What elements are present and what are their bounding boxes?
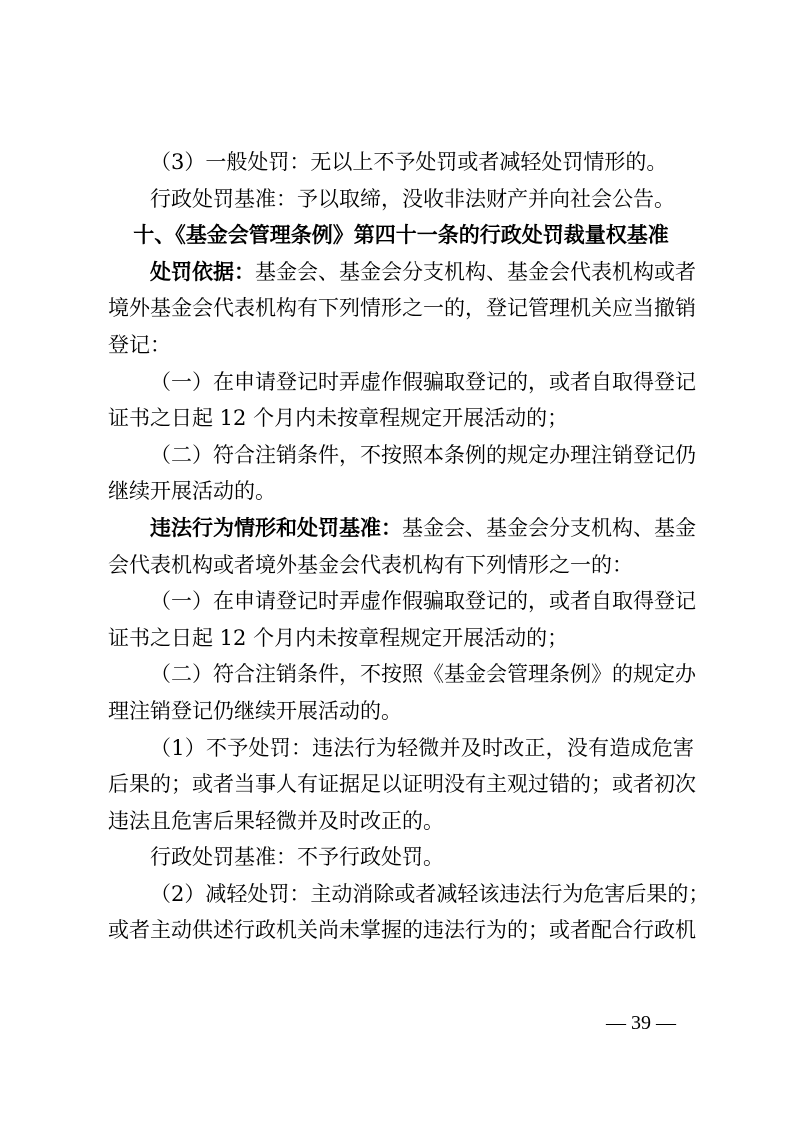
- paragraph-line: 违法且危害后果轻微并及时改正的。: [108, 808, 444, 833]
- paragraph-line: 理注销登记仍继续开展活动的。: [108, 698, 402, 723]
- paragraph-line: 行政处罚基准：不予行政处罚。: [150, 845, 444, 870]
- paragraph-line: 或者主动供述行政机关尚未掌握的违法行为的；或者配合行政机: [108, 918, 696, 943]
- paragraph-line: 境外基金会代表机构有下列情形之一的，登记管理机关应当撤销: [108, 296, 696, 321]
- paragraph-line: （1）不予处罚：违法行为轻微并及时改正，没有造成危害: [150, 735, 694, 760]
- label-text: 基金会、基金会分支机构、基金: [402, 515, 696, 540]
- paragraph-line: 后果的；或者当事人有证据足以证明没有主观过错的；或者初次: [108, 772, 696, 797]
- paragraph-line: （一）在申请登记时弄虚作假骗取登记的，或者自取得登记: [150, 589, 696, 614]
- paragraph-line: 证书之日起 12 个月内未按章程规定开展活动的；: [108, 625, 569, 650]
- paragraph-line: （一）在申请登记时弄虚作假骗取登记的，或者自取得登记: [150, 369, 696, 394]
- paragraph-line: [108, 510, 694, 547]
- paragraph-line: （3）一般处罚：无以上不予处罚或者减轻处罚情形的。: [150, 150, 668, 174]
- label-bold: 处罚依据：: [150, 258, 255, 284]
- paragraph-line: 证书之日起 12 个月内未按章程规定开展活动的；: [108, 406, 569, 431]
- paragraph-line: 行政处罚基准：予以取缔，没收非法财产并向社会公告。: [150, 186, 675, 211]
- paragraph-line: （2）减轻处罚：主动消除或者减轻该违法行为危害后果的；: [150, 881, 710, 906]
- paragraph-line: （二）符合注销条件，不按照本条例的规定办理注销登记仍: [150, 442, 696, 467]
- paragraph-line: 继续开展活动的。: [108, 479, 276, 504]
- document-body: [108, 144, 710, 949]
- paragraph-line: 会代表机构或者境外基金会代表机构有下列情形之一的：: [108, 552, 633, 577]
- paragraph-line: （二）符合注销条件，不按照《基金会管理条例》的规定办: [150, 662, 696, 687]
- section-heading: 十、《基金会管理条例》第四十一条的行政处罚裁量权基准: [133, 222, 669, 248]
- page-number: — 39 —: [606, 1012, 676, 1034]
- paragraph-line: [108, 254, 694, 291]
- label-bold: 违法行为情形和处罚基准：: [150, 514, 402, 540]
- label-text: 基金会、基金会分支机构、基金会代表机构或者: [255, 259, 696, 284]
- paragraph-line: 登记：: [108, 332, 171, 357]
